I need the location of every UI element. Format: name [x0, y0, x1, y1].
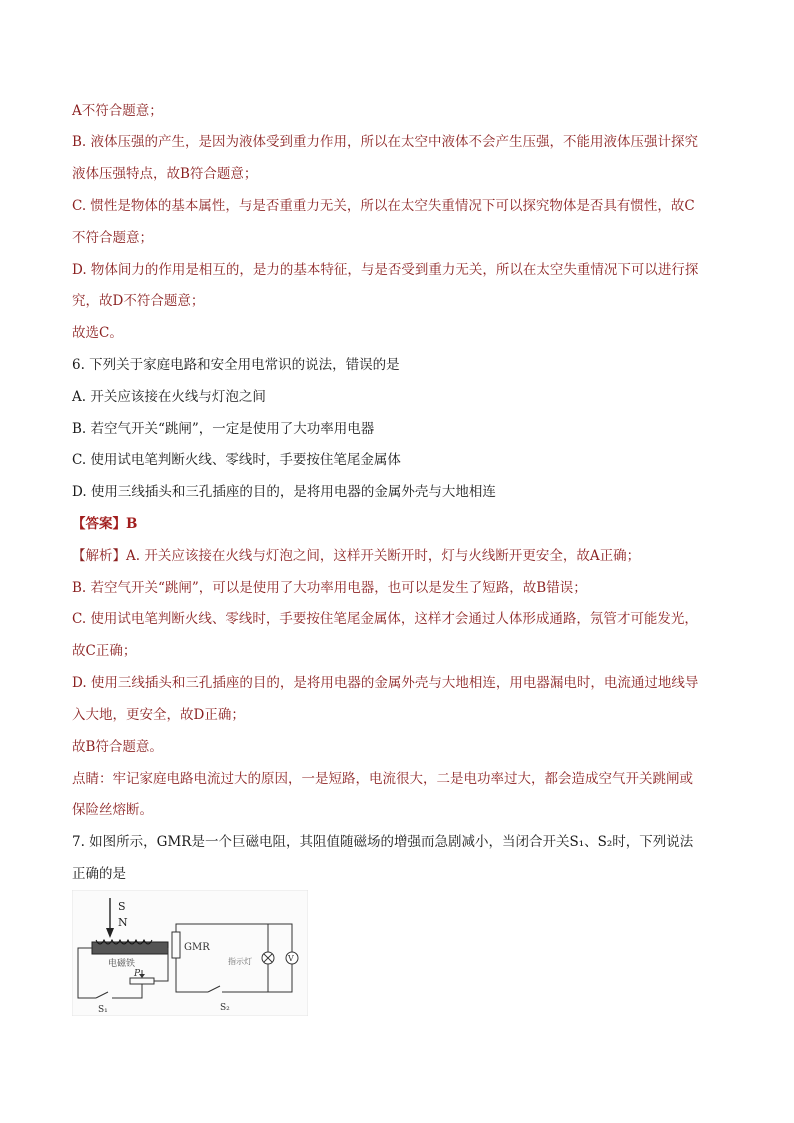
answer-label: 【答案】B [72, 516, 138, 532]
analysis-line: C. 使用试电笔判断火线、零线时，手要按住笔尾金属体，这样才会通过人体形成通路，氖管才可能发光， [72, 611, 698, 627]
text-line: D. 物体间力的作用是相互的，是力的基本特征，与是否受到重力无关，所以在太空失重情况下可以进行探 [72, 262, 699, 278]
question-7-stem: 7. 如图所示，GMR是一个巨磁电阻，其阻值随磁场的增强而急剧减小，当闭合开关S₁、S₂时，下列说法 [72, 834, 694, 850]
electromagnet-core [92, 942, 168, 954]
switch-2-label: S₂ [220, 1003, 230, 1013]
question-7-stem-cont: 正确的是 [72, 866, 126, 882]
tip-line: 点睛：牢记家庭电路电流过大的原因，一是短路，电流很大，二是电功率过大，都会造成空气开关跳闸或 [72, 771, 693, 787]
tip-line: 保险丝熔断。 [72, 802, 153, 818]
analysis-line: 故C正确； [72, 643, 137, 659]
question-6-option-d: D. 使用三线插头和三孔插座的目的，是将用电器的金属外壳与大地相连 [72, 484, 496, 500]
text-line: 液体压强特点，故B符合题意； [72, 166, 258, 182]
analysis-line: 故B符合题意。 [72, 739, 163, 755]
question-6-stem: 6. 下列关于家庭电路和安全用电常识的说法，错误的是 [72, 357, 400, 373]
text-line: 不符合题意； [72, 230, 153, 246]
text-line: C. 惯性是物体的基本属性，与是否重重力无关，所以在太空失重情况下可以探究物体是否具有惯性，故C [72, 198, 695, 214]
question-6-option-b: B. 若空气开关“跳闸”，一定是使用了大功率用电器 [72, 421, 375, 437]
question-6-option-a: A. 开关应该接在火线与灯泡之间 [72, 389, 266, 405]
text-line: 究，故D不符合题意； [72, 293, 205, 309]
electromagnet-label: 电磁铁 [108, 959, 136, 969]
text-line: 故选C。 [72, 325, 123, 341]
analysis-line: 【解析】A. 开关应该接在火线与灯泡之间，这样开关断开时，灯与火线断开更安全，故A正确； [72, 548, 641, 564]
slider-label: P [134, 969, 141, 979]
circuit-diagram [72, 890, 308, 1016]
svg-text:V: V [288, 954, 294, 963]
circuit-figure [72, 890, 308, 1016]
analysis-line: B. 若空气开关“跳闸”，可以是使用了大功率用电器，也可以是发生了短路，故B错误； [72, 580, 587, 596]
analysis-line: 入大地，更安全，故D正确； [72, 707, 245, 723]
n-pole-label: N [118, 916, 128, 929]
s-pole-label: S [118, 900, 126, 913]
text-line: B. 液体压强的产生，是因为液体受到重力作用，所以在太空中液体不会产生压强，不能用液体压强计探究 [72, 134, 699, 150]
analysis-line: D. 使用三线插头和三孔插座的目的，是将用电器的金属外壳与大地相连，用电器漏电时，电流通过地线导 [72, 675, 699, 691]
lamp-label: 指示灯 [228, 957, 252, 966]
switch-1-label: S₁ [98, 1005, 108, 1015]
gmr-label: GMR [184, 942, 210, 953]
question-6-option-c: C. 使用试电笔判断火线、零线时，手要按住笔尾金属体 [72, 452, 401, 468]
text-line: A不符合题意； [72, 103, 163, 119]
